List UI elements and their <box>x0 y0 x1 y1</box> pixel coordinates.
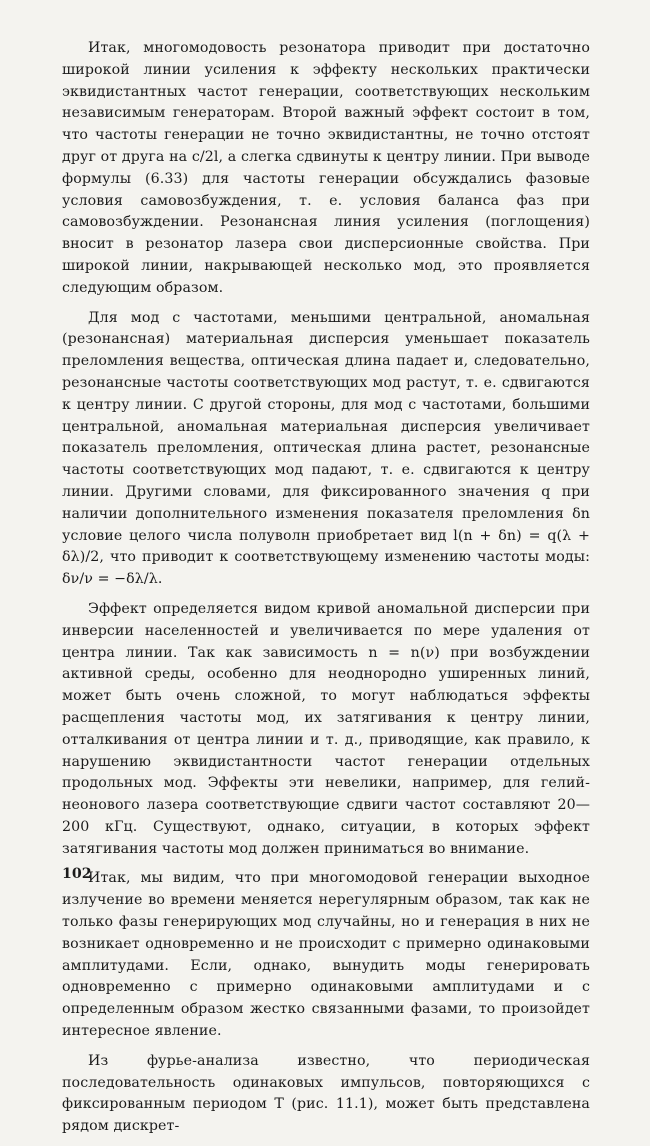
paragraph-1: Итак, многомодовость резонатора приводит при достаточно широкой линии усиления к эффекту нескольких практически эквидистантных частот генерации, соответствующих нескольким независимым генераторам. Второй важный эффект состоит в том, что частоты генерации не точно эквидистантны, не точно отстоят друг от друга на c/2l, а слегка сдвинуты к центру линии. При выводе формулы (6.33) для частоты генерации обсуждались фазовые условия самовозбуждения, т. е. условия баланса фаз при самовозбуждении. Резонансная линия усиления (поглощения) вносит в резонатор лазера свои дисперсионные свойства. При широкой линии, накрывающей несколько мод, это проявляется следующим образом. <box>62 40 590 296</box>
paragraph-5: Из фурье-анализа известно, что периодическая последовательность одинаковых импульсов, повторяющихся с фиксированным периодом T (рис. 11.1), может быть представлена рядом дискрет- <box>62 1052 590 1135</box>
paragraph-2: Для мод с частотами, меньшими центральной, аномальная (резонансная) материальная дисперсия уменьшает показатель преломления вещества, оптическая длина падает и, следовательно, резонансные частоты соответствующих мод растут, т. е. сдвигаются к центру линии. С другой стороны, для мод с частотами, большими центральной, аномальная материальная дисперсия увеличивает показатель преломления, оптическая длина растет, резонансные частоты соответствующих мод падают, т. е. сдвигаются к центру линии. Другими словами, для фиксированного значения q при наличии дополнительного изменения показателя преломления δn условие целого числа полуволн приобретает вид l(n + δn) = q(λ + δλ)/2, что приводит к соответствующему изменению частоты моды: δν/ν = −δλ/λ. <box>62 309 590 588</box>
page-text <box>62 38 590 1146</box>
paragraph-3: Эффект определяется видом кривой аномальной дисперсии при инверсии населенностей и увеличивается по мере удаления от центра линии. Так как зависимость n = n(ν) при возбуждении активной среды, особенно для неоднородно уширенных линий, может быть очень сложной, то могут наблюдаться эффекты расщепления частоты мод, их затягивания к центру линии, отталкивания от центра линии и т. д., приводящие, как правило, к нарушению эквидистантности частот генерации отдельных продольных мод. Эффекты эти невелики, например, для гелий-неонового лазера соответствующие сдвиги частот составляют 20—200 кГц. Существуют, однако, ситуации, в которых эффект затягивания частоты мод должен приниматься во внимание. <box>62 600 590 857</box>
page-number: 102 <box>62 866 92 882</box>
paragraph-4: Итак, мы видим, что при многомодовой генерации выходное излучение во времени меняется нерегулярным образом, так как не только фазы генерирующих мод случайны, но и генерация в них не возникает одновременно и не происходит с примерно одинаковыми амплитудами. Если, однако, вынудить моды генерировать одновременно с примерно одинаковыми амплитудами и с определенным образом жестко связанными фазами, то произойдет интересное явление. <box>62 870 590 1040</box>
